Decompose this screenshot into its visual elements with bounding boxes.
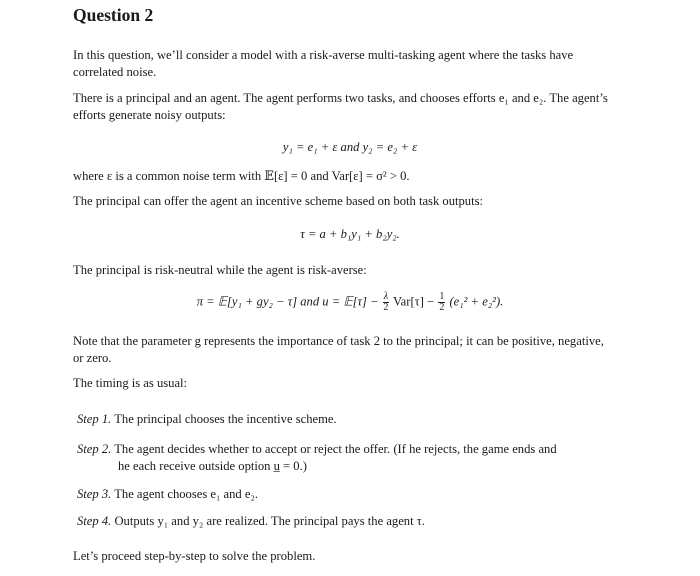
half-numerator: 1 bbox=[439, 291, 445, 302]
step-label: Step 2. bbox=[77, 442, 112, 456]
timing-intro: The timing is as usual: bbox=[73, 376, 188, 390]
intro-paragraph: In this question, we’ll consider a model with a risk-averse multi-tasking agent where the tasks have correlated noise. bbox=[73, 48, 574, 79]
step-1 bbox=[77, 411, 617, 428]
scheme-equation bbox=[0, 226, 700, 243]
step-label: Step 4. bbox=[77, 514, 112, 528]
half-fraction bbox=[438, 292, 445, 313]
noise-description: where ε is a common noise term with 𝔼[ε] = 0 and Var[ε] = σ² > 0. bbox=[73, 169, 410, 183]
step-4 bbox=[77, 513, 617, 530]
lambda-fraction bbox=[383, 292, 389, 313]
step-2 bbox=[77, 441, 617, 475]
step-text: The agent chooses e₁ and e₂. bbox=[114, 487, 258, 501]
step-label: Step 1. bbox=[77, 412, 112, 426]
scheme-equation-text: τ = a + b₁y₁ + b₂y₂. bbox=[300, 227, 400, 241]
lambda-denominator: 2 bbox=[383, 302, 389, 313]
outputs-equation bbox=[0, 139, 700, 156]
setup-paragraph: There is a principal and an agent. The agent performs two tasks, and chooses efforts e₁ and e₂. The agent’s efforts generate noisy outputs: bbox=[73, 91, 608, 122]
half-denominator: 2 bbox=[439, 302, 445, 313]
lambda-numerator: λ bbox=[383, 291, 389, 302]
step-text: The principal chooses the incentive scheme. bbox=[114, 412, 337, 426]
utility-eq-right: (e₁² + e₂²). bbox=[449, 294, 504, 309]
outputs-equation-text: y₁ = e₁ + ε and y₂ = e₂ + ε bbox=[282, 140, 418, 154]
step-3 bbox=[77, 486, 617, 503]
utility-eq-mid: Var[τ] − bbox=[392, 294, 435, 309]
step-text: Outputs y₁ and y₂ are realized. The principal pays the agent τ. bbox=[114, 514, 425, 528]
note-paragraph: Note that the parameter g represents the importance of task 2 to the principal; it can be positive, negative, or zero. bbox=[73, 334, 604, 365]
scheme-intro: The principal can offer the agent an incentive scheme based on both task outputs: bbox=[73, 194, 483, 208]
step-text: The agent decides whether to accept or reject the offer. (If he rejects, the game ends and bbox=[114, 442, 557, 456]
risk-description: The principal is risk-neutral while the agent is risk-averse: bbox=[73, 263, 367, 277]
closing-paragraph: Let’s proceed step-by-step to solve the problem. bbox=[73, 549, 316, 563]
utility-eq-left: π = 𝔼[y₁ + gy₂ − τ] and u = 𝔼[τ] − bbox=[196, 294, 379, 309]
step-text-continued: he each receive outside option u̲ = 0.) bbox=[118, 459, 307, 473]
step-label: Step 3. bbox=[77, 487, 112, 501]
utility-equation bbox=[0, 292, 700, 313]
question-title: Question 2 bbox=[73, 5, 154, 25]
